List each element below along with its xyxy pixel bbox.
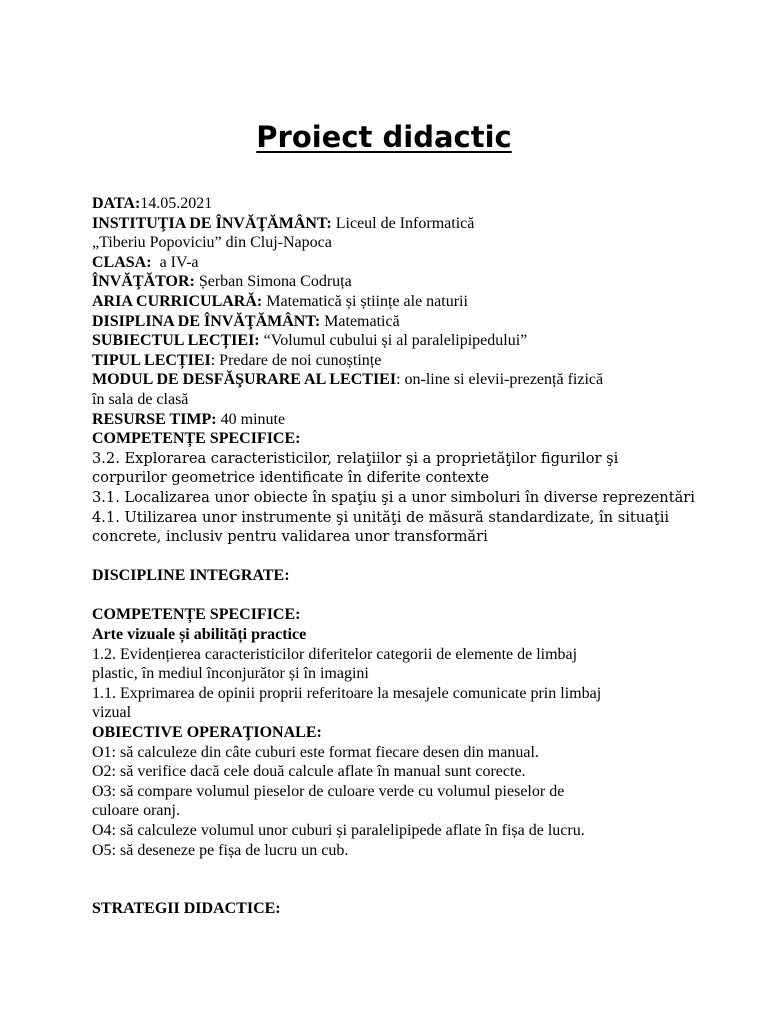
list-item: O1: să calculeze din câte cuburi este format fiecare desen din manual. [92, 743, 539, 761]
document-body [92, 194, 695, 919]
spacer [92, 860, 692, 899]
field-value: Șerban Simona Codruța [194, 273, 352, 291]
field-label: MODUL DE DESFĂŞURARE AL LECTIEI [92, 371, 397, 389]
section-heading-competente-2: COMPETENȚE SPECIFICE: [92, 606, 301, 624]
field-label: RESURSE TIMP: [92, 410, 217, 428]
section-heading-competente: COMPETENȚE SPECIFICE: [92, 430, 301, 448]
field-value: Matematică [320, 312, 400, 330]
page-title: Proiect didactic [256, 120, 512, 154]
spacer [92, 586, 692, 606]
field-invatator [92, 272, 692, 292]
field-label: TIPUL LECȚIEI [92, 351, 211, 369]
field-label: DATA: [92, 195, 141, 212]
field-label: DISIPLINA DE ÎNVĂŢĂMÂNT: [92, 312, 321, 330]
field-value: 14.05.2021 [140, 195, 213, 212]
section-heading-discipline-integrate: DISCIPLINE INTEGRATE: [92, 567, 290, 585]
section-heading-strategii: STRATEGII DIDACTICE: [92, 900, 281, 918]
list-item: concrete, inclusiv pentru validarea unor transformări [92, 528, 488, 546]
field-institutia [92, 214, 692, 234]
list-item: 3.1. Localizarea unor obiecte în spaţiu şi a unor simboluri în diverse reprezentări [92, 488, 695, 506]
list-item: plastic, în mediul înconjurător și în imagini [92, 665, 369, 683]
field-clasa [92, 253, 692, 273]
list-item: 1.2. Evidențierea caracteristicilor diferitelor categorii de elemente de limbaj [92, 645, 578, 663]
list-item: O4: să calculeze volumul unor cuburi și paralelipipede aflate în fișa de lucru. [92, 822, 585, 839]
field-value: Liceul de Informatică [331, 214, 475, 232]
field-value: Matematică și științe ale naturii [262, 292, 468, 310]
list-item: vizual [92, 704, 132, 722]
list-item: 1.1. Exprimarea de opinii proprii referitoare la mesajele comunicate prin limbaj [92, 684, 602, 702]
field-value: “Volumul cubului și al paralelipipedului” [259, 332, 528, 350]
field-resurse [92, 410, 692, 430]
field-label: INSTITUŢIA DE ÎNVĂŢĂMÂNT: [92, 214, 332, 232]
list-item: 3.2. Explorarea caracteristicilor, relaţiilor şi a proprietăţilor figurilor şi [92, 449, 619, 467]
field-aria [92, 292, 692, 312]
field-label: SUBIECTUL LECȚIEI: [92, 332, 260, 350]
field-value: : Predare de noi cunoștințe [210, 351, 382, 369]
list-item: O3: să compare volumul pieselor de culoare verde cu volumul pieselor de [92, 782, 565, 800]
field-subiectul [92, 331, 692, 351]
field-modul-cont: în sala de clasă [92, 390, 189, 408]
list-item: 4.1. Utilizarea unor instrumente şi unităţi de măsură standardizate, în situaţii [92, 508, 670, 526]
field-institutia-cont: „Tiberiu Popoviciu” din Cluj-Napoca [92, 234, 332, 252]
subheading-arte-vizuale: Arte vizuale și abilități practice [92, 626, 307, 644]
spacer [92, 547, 692, 567]
field-tipul [92, 351, 692, 371]
field-disciplina [92, 312, 692, 332]
field-modul [92, 370, 692, 390]
field-value: a IV-a [151, 253, 199, 271]
list-item: corpurilor geometrice identificate în diferite contexte [92, 469, 490, 487]
field-value: 40 minute [216, 410, 286, 428]
list-item: O5: să deseneze pe fișa de lucru un cub. [92, 841, 349, 859]
section-heading-obiective: OBIECTIVE OPERAŢIONALE: [92, 724, 322, 742]
field-label: ÎNVĂŢĂTOR: [92, 273, 195, 291]
field-label: CLASA: [92, 253, 152, 271]
field-data [92, 194, 692, 214]
list-item: O2: să verifice dacă cele două calcule aflate în manual sunt corecte. [92, 763, 526, 781]
field-value: : on-line si elevii-prezență fizică [396, 371, 604, 389]
field-label: ARIA CURRICULARĂ: [92, 292, 263, 310]
list-item: culoare oranj. [92, 802, 180, 820]
